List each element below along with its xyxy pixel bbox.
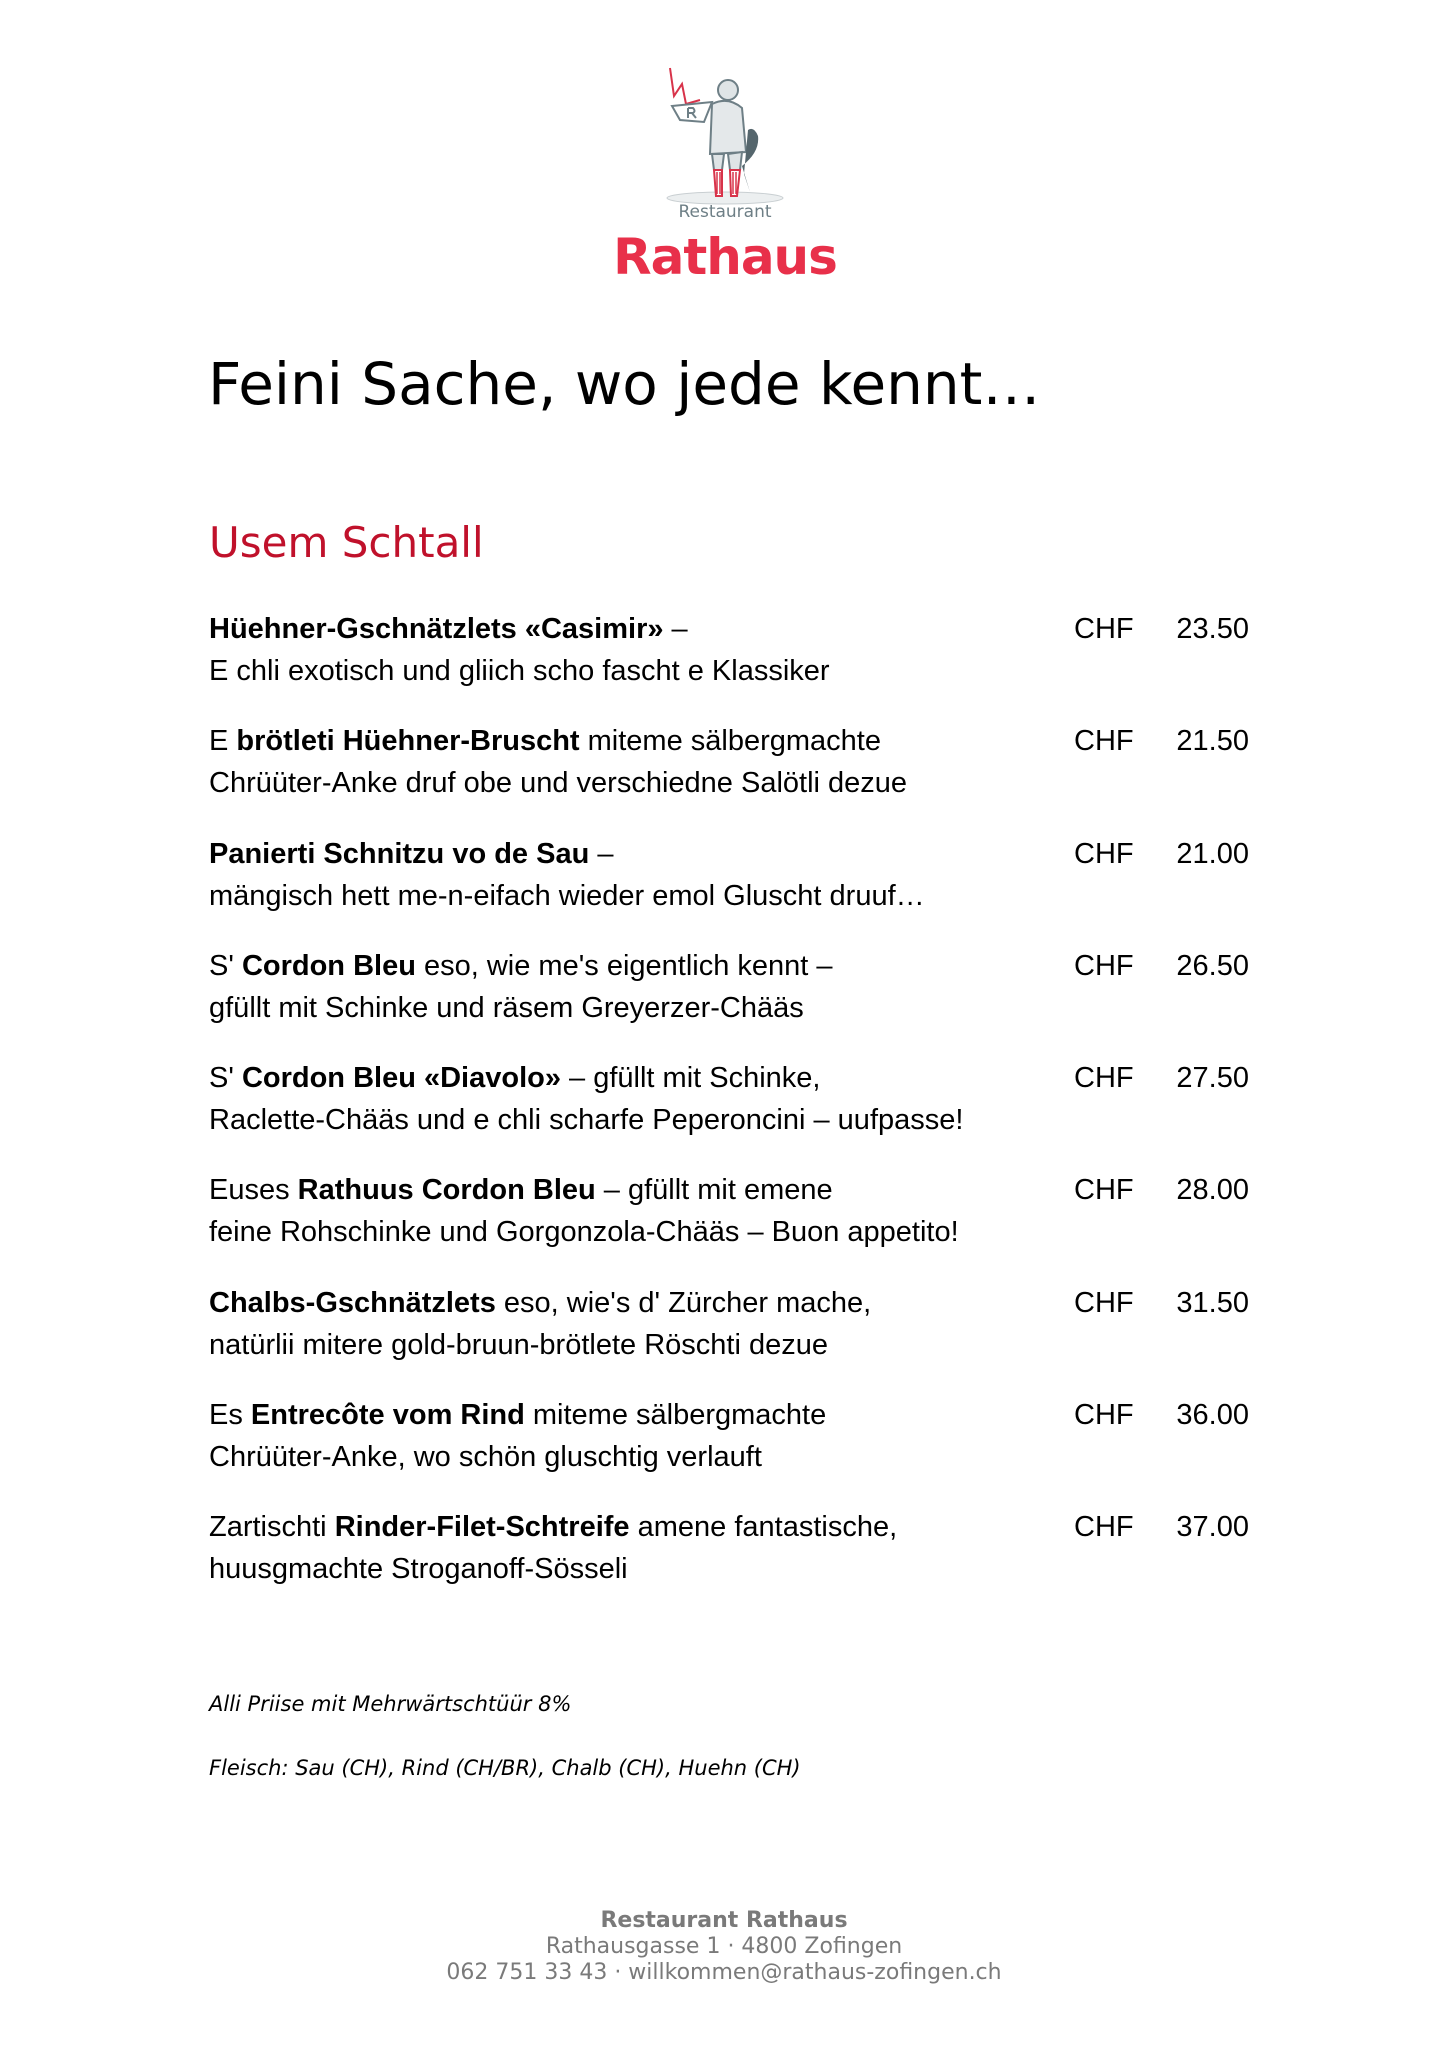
menu-item-description-line xyxy=(209,1211,1049,1253)
menu-item-title-line xyxy=(209,1394,1049,1436)
price-amount: 26.50 xyxy=(1176,949,1249,982)
menu-item-description-line xyxy=(209,1324,1049,1366)
menu-item-price xyxy=(1074,1282,1249,1324)
dish-text: amene fantastische, xyxy=(629,1511,898,1544)
dish-text: gfüllt mit Schinke und räsem Greyerzer-Chääs xyxy=(209,991,804,1024)
dish-text: – xyxy=(589,837,614,870)
menu-item xyxy=(209,833,1249,945)
menu-item-price xyxy=(1074,608,1249,650)
menu-item-title-line xyxy=(209,833,1049,875)
dish-name: brötleti Hüehner-Bruscht xyxy=(236,725,580,758)
menu-item xyxy=(209,1169,1249,1281)
dish-name: Cordon Bleu «Diavolo» xyxy=(241,1062,561,1095)
menu-item-description-line xyxy=(209,762,1049,804)
dish-text: feine Rohschinke und Gorgonzola-Chääs – Buon appetito! xyxy=(209,1216,959,1249)
menu-item-description-line xyxy=(209,987,1049,1029)
dish-text: Es xyxy=(209,1399,251,1432)
logo-rathaus-text: Rathaus xyxy=(613,228,837,286)
menu-item-description-line xyxy=(209,1436,1049,1478)
dish-text: Euses xyxy=(209,1174,298,1207)
dish-name: Chalbs-Gschnätzlets xyxy=(209,1286,496,1319)
menu-items-list xyxy=(209,608,1249,1619)
menu-item xyxy=(209,1282,1249,1394)
logo-restaurant-text: Restaurant xyxy=(678,202,772,222)
dish-name: Rathuus Cordon Bleu xyxy=(297,1174,596,1207)
currency: CHF xyxy=(1074,1399,1134,1432)
dish-name: Hüehner-Gschnätzlets «Casimir» xyxy=(209,613,664,645)
footer-restaurant-name: Restaurant Rathaus xyxy=(600,1908,848,1933)
meat-origin-note: Fleisch: Sau (CH), Rind (CH/BR), Chalb (CH), Huehn (CH) xyxy=(209,1756,801,1780)
menu-item-price xyxy=(1074,1506,1249,1548)
dish-text: Chrüüter-Anke, wo schön gluschtig verlauft xyxy=(209,1441,762,1474)
dish-name: Cordon Bleu xyxy=(241,949,416,982)
menu-item-title-line xyxy=(209,1282,1049,1324)
menu-item-price xyxy=(1074,1057,1249,1099)
menu-item-price xyxy=(1074,1169,1249,1211)
price-amount: 31.50 xyxy=(1176,1286,1249,1319)
price-amount: 36.00 xyxy=(1176,1399,1249,1432)
section-title: Usem Schtall xyxy=(209,518,484,567)
dish-text: Chrüüter-Anke druf obe und verschiedne Salötli dezue xyxy=(209,767,908,800)
menu-item-title-line xyxy=(209,1169,1049,1211)
footer-address: Rathausgasse 1 · 4800 Zofingen xyxy=(545,1934,903,1959)
menu-item-title-line xyxy=(209,608,1049,650)
vat-note: Alli Priise mit Mehrwärtschtüür 8% xyxy=(209,1692,572,1716)
menu-item xyxy=(209,1394,1249,1506)
price-amount: 21.00 xyxy=(1176,837,1249,870)
price-amount: 27.50 xyxy=(1176,1062,1249,1095)
dish-text: – gfüllt mit emene xyxy=(595,1174,833,1207)
menu-item xyxy=(209,945,1249,1057)
dish-text: S' xyxy=(209,949,242,982)
menu-item-description-line xyxy=(209,650,1049,692)
menu-item-description-line xyxy=(209,1548,1049,1590)
menu-item xyxy=(209,1057,1249,1169)
page-title: Feini Sache, wo jede kennt… xyxy=(208,350,1041,418)
dish-name: Entrecôte vom Rind xyxy=(250,1399,525,1432)
price-amount: 28.00 xyxy=(1176,1174,1249,1207)
dish-text: miteme sälbergmachte xyxy=(524,1399,827,1432)
menu-item-price xyxy=(1074,720,1249,762)
currency: CHF xyxy=(1074,837,1134,870)
menu-item-title-line xyxy=(209,1506,1049,1548)
footer xyxy=(0,1908,1448,1986)
price-amount: 37.00 xyxy=(1176,1511,1249,1544)
dish-text: miteme sälbergmachte xyxy=(579,725,881,758)
dish-text: eso, wie me's eigentlich kennt – xyxy=(415,949,833,982)
menu-item-description-line xyxy=(209,875,1049,917)
menu-item-title-line xyxy=(209,1057,1049,1099)
dish-name: Rinder-Filet-Schtreife xyxy=(334,1511,630,1544)
currency: CHF xyxy=(1074,949,1134,982)
dish-text: huusgmachte Stroganoff-Sösseli xyxy=(209,1553,628,1586)
currency: CHF xyxy=(1074,725,1134,758)
currency: CHF xyxy=(1074,1511,1134,1544)
dish-text: Zartischti xyxy=(209,1511,335,1544)
price-amount: 23.50 xyxy=(1176,613,1249,645)
dish-name: Panierti Schnitzu vo de Sau xyxy=(209,837,590,870)
currency: CHF xyxy=(1074,1062,1134,1095)
dish-text: mängisch hett me-n-eifach wieder emol Gluscht druuf… xyxy=(209,879,925,912)
menu-item-price xyxy=(1074,1394,1249,1436)
footer-contact: 062 751 33 43 · willkommen@rathaus-zofingen.ch xyxy=(446,1960,1002,1985)
menu-item-price xyxy=(1074,833,1249,875)
knight-logo-icon xyxy=(600,56,850,206)
dish-text: – xyxy=(663,613,688,645)
menu-item-title-line xyxy=(209,945,1049,987)
dish-text: S' xyxy=(209,1062,242,1095)
dish-text: natürlii mitere gold-bruun-brötlete Röschti dezue xyxy=(209,1328,828,1361)
restaurant-logo xyxy=(600,56,850,296)
price-amount: 21.50 xyxy=(1176,725,1249,758)
dish-text: E chli exotisch und gliich scho fascht e Klassiker xyxy=(209,655,830,687)
menu-item-price xyxy=(1074,945,1249,987)
dish-text: E xyxy=(209,725,237,758)
menu-item-description-line xyxy=(209,1099,1049,1141)
dish-text: Raclette-Chääs und e chli scharfe Peperoncini – uufpasse! xyxy=(209,1104,964,1137)
dish-text: – gfüllt mit Schinke, xyxy=(560,1062,821,1095)
dish-text: eso, wie's d' Zürcher mache, xyxy=(495,1286,872,1319)
currency: CHF xyxy=(1074,613,1134,645)
menu-item xyxy=(209,720,1249,832)
menu-item xyxy=(209,1506,1249,1618)
menu-item xyxy=(209,608,1249,720)
menu-item-title-line xyxy=(209,720,1049,762)
currency: CHF xyxy=(1074,1286,1134,1319)
currency: CHF xyxy=(1074,1174,1134,1207)
